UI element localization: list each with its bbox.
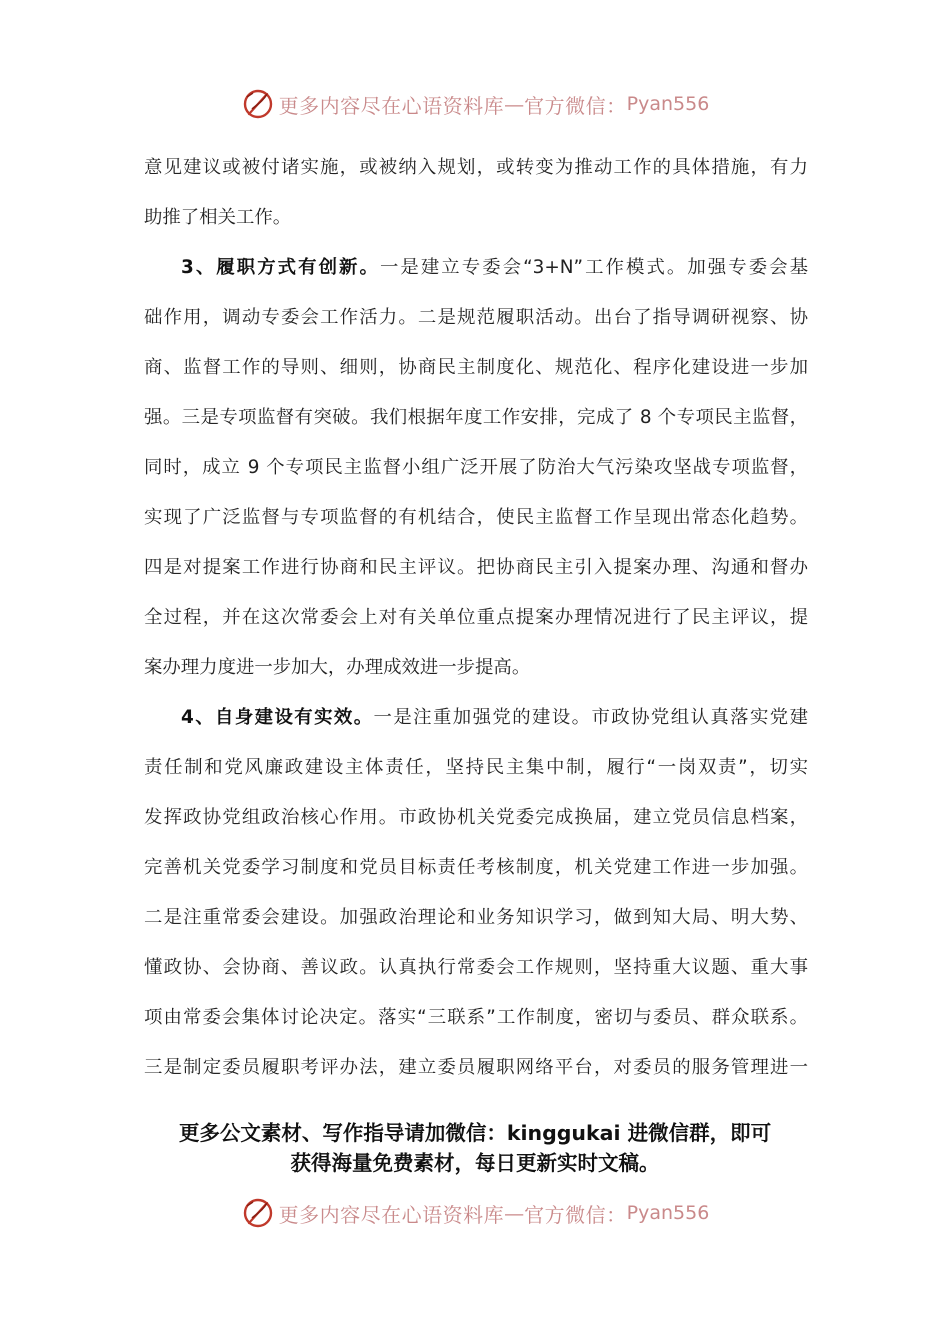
banner-label: 官方微信： <box>524 1202 627 1227</box>
banner-wechat-id: Pyan556 <box>626 1202 710 1224</box>
footer-watermark-banner <box>0 1193 950 1233</box>
banner-site-text: 更多内容尽在心语资料库 <box>278 1202 505 1227</box>
text-line: 全过程，并在这次常委会上对有关单位重点提案办理情况进行了民主评议，提 <box>144 607 808 628</box>
text-line: 强。三是专项监督有突破。我们根据年度工作安排，完成了 8 个专项民主监督， <box>144 407 808 428</box>
text-line: 实现了广泛监督与专项监督的有机结合，使民主监督工作呈现出常态化趋势。 <box>144 507 808 528</box>
text-line: 四是对提案工作进行协商和民主评议。把协商民主引入提案办理、沟通和督办 <box>144 557 808 578</box>
text-line: 责任制和党风廉政建设主体责任，坚持民主集中制，履行“一岗双责”，切实 <box>144 757 808 778</box>
banner-wechat-id: Pyan556 <box>626 93 710 115</box>
text-line: 商、监督工作的导则、细则，协商民主制度化、规范化、程序化建设进一步加 <box>144 357 808 378</box>
promo-line-1: 更多公文素材、写作指导请加微信：kinggukai 进微信群，即可 <box>178 1121 772 1145</box>
text-line: 助推了相关工作。 <box>144 207 292 228</box>
banner-separator: — <box>504 92 525 116</box>
text-line: 发挥政协党组政治核心作用。市政协机关党委完成换届，建立党员信息档案， <box>144 807 808 828</box>
promo-line-2: 获得海量免费素材，每日更新实时文稿。 <box>290 1151 660 1175</box>
section-heading-line: 3、履职方式有创新。一是建立专委会“3+N”工作模式。加强专委会基 <box>181 257 808 278</box>
section-heading-line: 4、自身建设有实效。一是注重加强党的建设。市政协党组认真落实党建 <box>181 707 808 728</box>
banner-site-text: 更多内容尽在心语资料库 <box>278 93 505 118</box>
promo-notice <box>120 1118 830 1178</box>
text-line: 同时，成立 9 个专项民主监督小组广泛开展了防治大气污染攻坚战专项监督， <box>144 457 808 478</box>
text-line: 项由常委会集体讨论决定。落实“三联系”工作制度，密切与委员、群众联系。 <box>144 1007 808 1028</box>
text-line: 三是制定委员履职考评办法，建立委员履职网络平台，对委员的服务管理进一 <box>144 1057 808 1078</box>
text-line: 意见建议或被付诸实施，或被纳入规划，或转变为推动工作的具体措施，有力 <box>144 157 808 178</box>
text-line: 完善机关党委学习制度和党员目标责任考核制度，机关党建工作进一步加强。 <box>144 857 808 878</box>
text-line: 础作用，调动专委会工作活力。二是规范履职活动。出台了指导调研视察、协 <box>144 307 808 328</box>
text-line: 案办理力度进一步加大，办理成效进一步提高。 <box>144 657 531 678</box>
banner-separator: — <box>504 1201 525 1225</box>
quill-logo-icon <box>241 87 275 121</box>
header-watermark-banner <box>0 84 950 124</box>
section-heading-3: 3、履职方式有创新。 <box>181 257 380 278</box>
banner-label: 官方微信： <box>524 93 627 118</box>
quill-logo-icon <box>241 1196 275 1230</box>
document-body <box>144 143 808 1093</box>
text-line: 二是注重常委会建设。加强政治理论和业务知识学习，做到知大局、明大势、 <box>144 907 808 928</box>
section-heading-4: 4、自身建设有实效。 <box>181 707 374 728</box>
text-line: 懂政协、会协商、善议政。认真执行常委会工作规则，坚持重大议题、重大事 <box>144 957 808 978</box>
